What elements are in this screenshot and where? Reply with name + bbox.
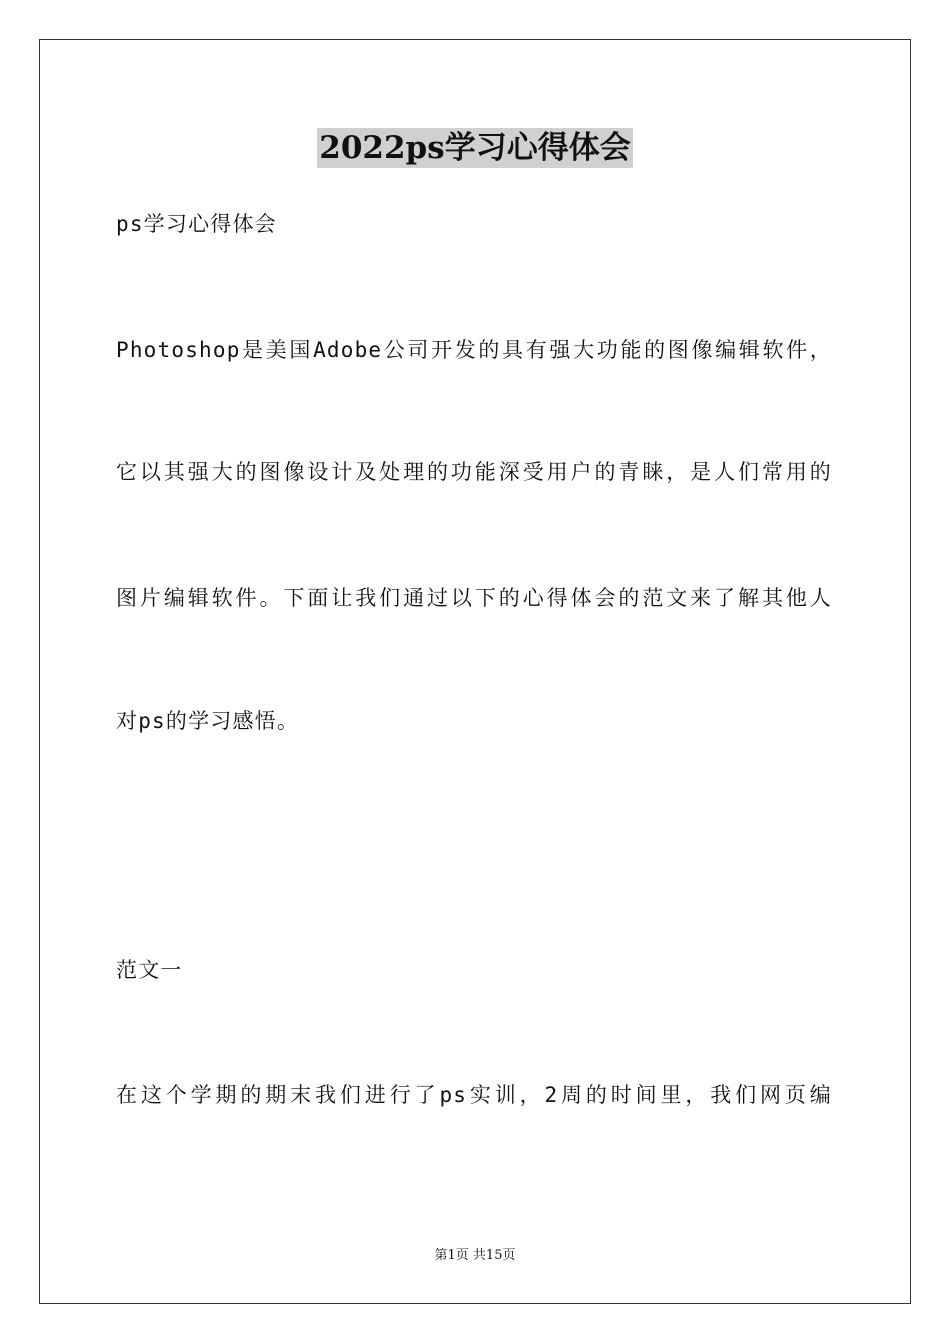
paragraph-line-4: 对ps的学习感悟。 (116, 709, 300, 733)
section-line-1: 在这个学期的期末我们进行了ps实训，2周的时间里，我们网页编 (116, 1083, 832, 1107)
subtitle-line: ps学习心得体会 (116, 212, 277, 236)
paragraph-line-3: 图片编辑软件。下面让我们通过以下的心得体会的范文来了解其他人 (116, 586, 832, 610)
document-title-wrapper (0, 128, 950, 168)
section-heading: 范文一 (116, 958, 183, 982)
document-title: 2022ps学习心得体会 (319, 130, 631, 166)
page-number-footer: 第1页 共15页 (434, 1248, 516, 1263)
paragraph-line-2: 它以其强大的图像设计及处理的功能深受用户的青睐，是人们常用的 (116, 460, 832, 484)
paragraph-line-1: Photoshop是美国Adobe公司开发的具有强大功能的图像编辑软件， (116, 338, 832, 362)
